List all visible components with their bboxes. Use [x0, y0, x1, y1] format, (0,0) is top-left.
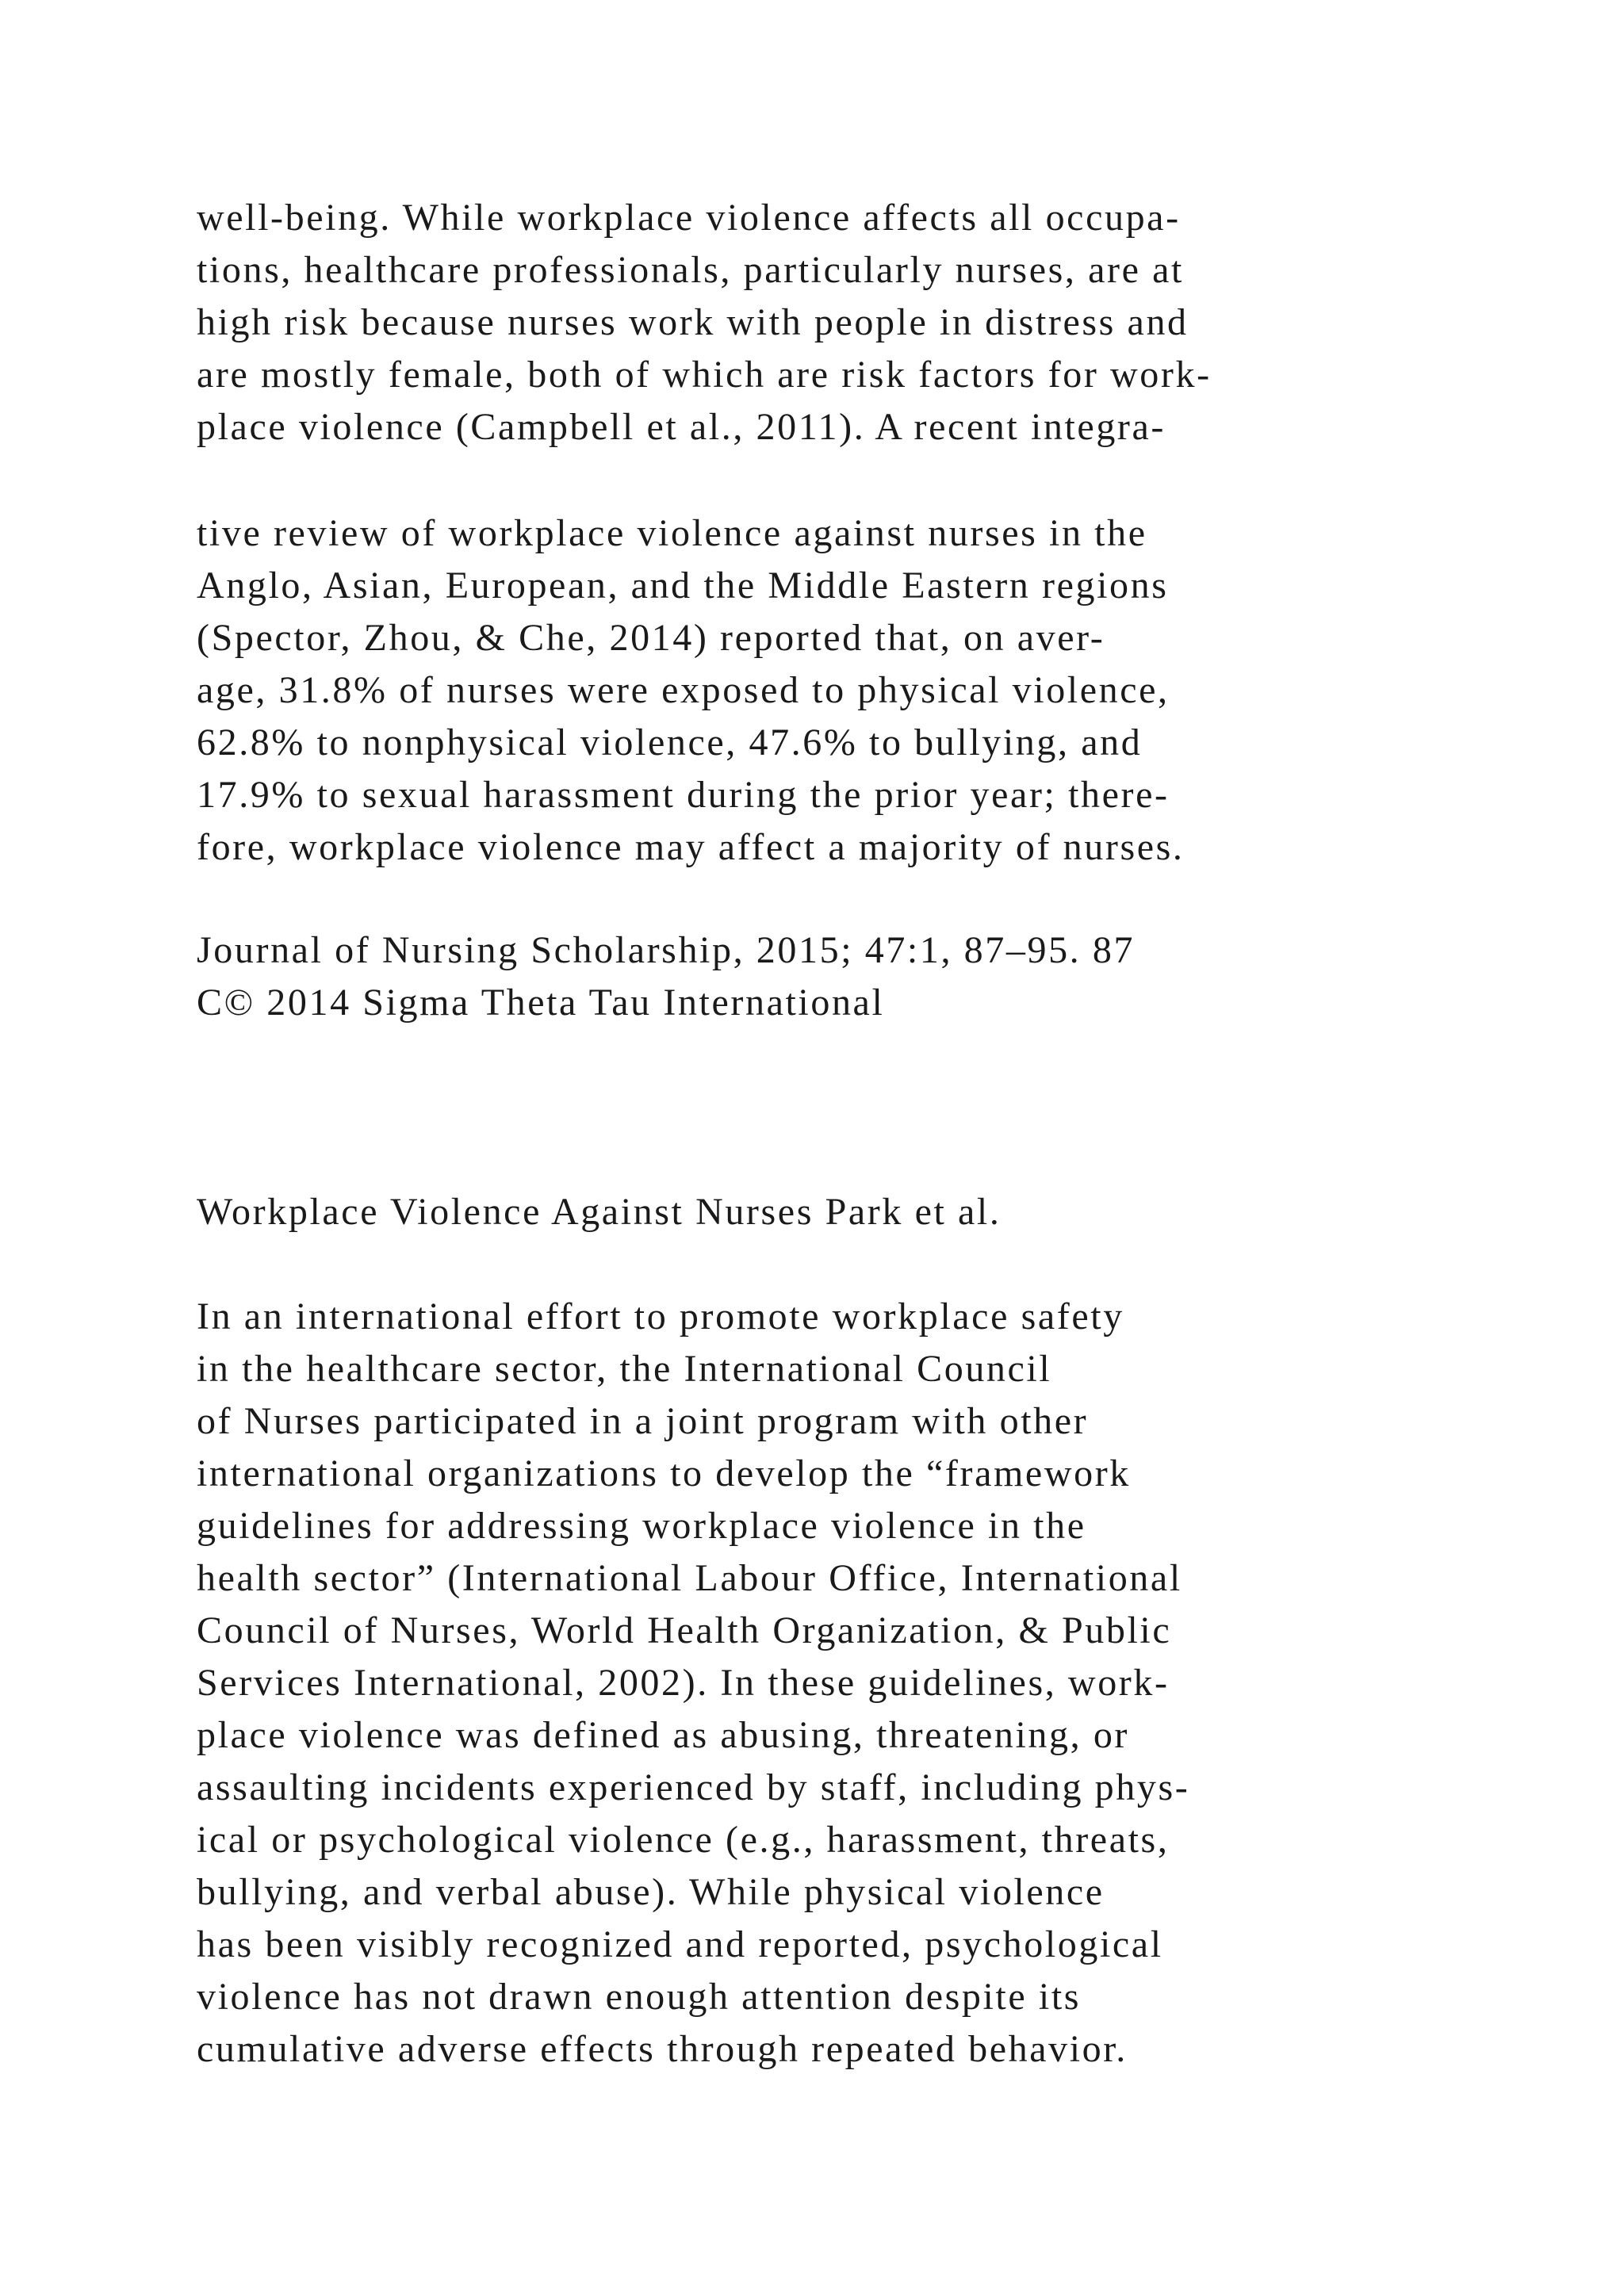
- text-line: (Spector, Zhou, & Che, 2014) reported that, on aver-: [197, 617, 1105, 659]
- text-line: assaulting incidents experienced by staff, including phys-: [197, 1766, 1190, 1808]
- text-line: ical or psychological violence (e.g., harassment, threats,: [197, 1819, 1170, 1861]
- text-line: of Nurses participated in a joint program with other: [197, 1400, 1089, 1442]
- text-line: place violence (Campbell et al., 2011). A recent integra-: [197, 406, 1166, 448]
- paragraph-2: [197, 507, 1185, 874]
- journal-citation: Journal of Nursing Scholarship, 2015; 47:1, 87–95. 87: [197, 929, 1136, 971]
- text-line: tions, healthcare professionals, particularly nurses, are at: [197, 249, 1184, 291]
- journal-footer: [197, 924, 1135, 1029]
- text-line: cumulative adverse effects through repeated behavior.: [197, 2028, 1128, 2070]
- running-head: [197, 1186, 1001, 1238]
- text-line: In an international effort to promote workplace safety: [197, 1295, 1124, 1337]
- text-line: 17.9% to sexual harassment during the prior year; there-: [197, 774, 1170, 816]
- text-line: tive review of workplace violence against nurses in the: [197, 512, 1147, 554]
- text-line: violence has not drawn enough attention despite its: [197, 1976, 1082, 2018]
- text-line: health sector” (International Labour Office, International: [197, 1557, 1182, 1599]
- text-line: Anglo, Asian, European, and the Middle Eastern regions: [197, 564, 1169, 607]
- text-line: are mostly female, both of which are risk factors for work-: [197, 354, 1212, 396]
- text-line: guidelines for addressing workplace violence in the: [197, 1505, 1086, 1547]
- text-line: well-being. While workplace violence affects all occupa-: [197, 197, 1181, 239]
- text-line: has been visibly recognized and reported, psychological: [197, 1923, 1163, 1965]
- text-line: international organizations to develop the “framework: [197, 1452, 1131, 1494]
- text-line: bullying, and verbal abuse). While physical violence: [197, 1871, 1105, 1913]
- copyright-notice: C© 2014 Sigma Theta Tau International: [197, 982, 885, 1024]
- text-line: Services International, 2002). In these guidelines, work-: [197, 1662, 1170, 1704]
- text-line: high risk because nurses work with people in distress and: [197, 301, 1189, 343]
- paragraph-3: [197, 1291, 1189, 2076]
- running-head-text: Workplace Violence Against Nurses Park et al.: [197, 1191, 1002, 1233]
- text-line: 62.8% to nonphysical violence, 47.6% to bullying, and: [197, 721, 1143, 763]
- text-line: Council of Nurses, World Health Organization, & Public: [197, 1609, 1172, 1651]
- text-line: place violence was defined as abusing, threatening, or: [197, 1714, 1130, 1756]
- text-line: age, 31.8% of nurses were exposed to physical violence,: [197, 669, 1170, 711]
- paragraph-1: [197, 192, 1212, 453]
- text-line: fore, workplace violence may affect a majority of nurses.: [197, 826, 1185, 868]
- text-line: in the healthcare sector, the International Council: [197, 1348, 1052, 1390]
